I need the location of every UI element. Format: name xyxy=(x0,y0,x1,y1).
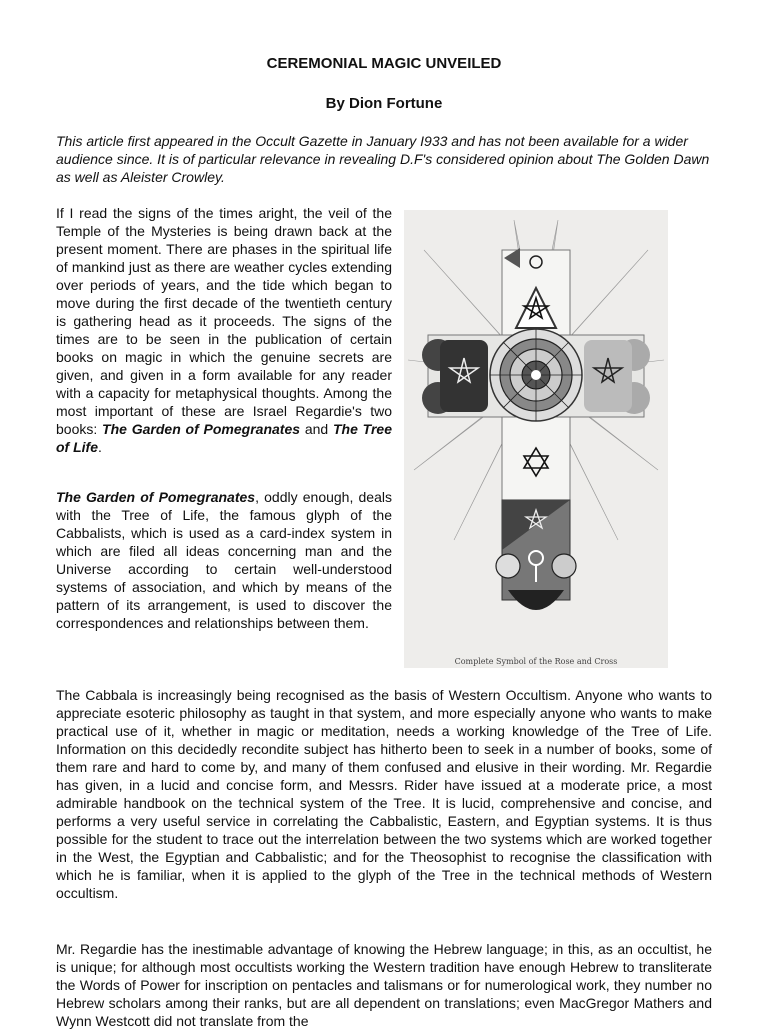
paragraph-1-text: If I read the signs of the times aright, the veil of the Temple of the Mysteries is being drawn back at the present moment. There are phases in the spiritual life of mankind just as there are weather cycles extending over periods of years, and the tide which began to move during the first decade of the twentieth century is gathering head as it proceeds. The signs of the times are to be seen in the publication of certain books on magic in which the genuine secrets are given, and given in a form available for any reader with a capacity for metaphysical thoughts. Among the most important of these are Israel Regardie's two books: xyxy=(56,205,392,437)
book-title-garden: The Garden of Pomegranates xyxy=(102,421,301,437)
paragraph-1 xyxy=(56,204,392,456)
paragraph-2 xyxy=(56,488,392,632)
paragraph-2-text: , oddly enough, deals with the Tree of Life, the famous glyph of the Cabbalists, which is used as a card-index system in which are filed all ideas concerning man and the Universe according to certain well-understood systems of association, and which by means of the pattern of its arrangement, is used to discover the correspondences and relationships between them. xyxy=(56,489,392,631)
book-title-tree: The Tree of Life xyxy=(56,421,392,455)
paragraph-3: The Cabbala is increasingly being recognised as the basis of Western Occultism. Anyone who wants to appreciate esoteric philosophy as taught in that system, and more especially anyone who wants to make practical use of it, whether in magic or meditation, needs a working knowledge of the Tree of Life. Information on this decidedly recondite subject has hitherto been to seek in a number of books, some of them rare and hard to come by, and many of them confused and elusive in their wording. Mr. Regardie has given, in a lucid and concise form, and Messrs. Rider have issued at a moderate price, a most admirable handbook on the technical system of the Tree. It is lucid, comprehensive and concise, and performs a very useful service in correlating the Cabbalistic, Eastern, and Egyptian systems. It is thus possible for the student to trace out the interrelation between the two systems which are worked together in the West, the Egyptian and Cabbalistic; and for the Theosophist to recognise the classification with which he is familiar, when it is applied to the glyph of the Tree in the technical methods of Western occultism. xyxy=(56,687,712,901)
rose-cross-illustration xyxy=(404,210,668,655)
book-title-garden-2: The Garden of Pomegranates xyxy=(56,489,256,505)
intro-note: This article first appeared in the Occult Gazette in January I933 and has not been available for a wider audience since. It is of particular relevance in revealing D.F's considered opinion about The Golden Dawn as well as Aleister Crowley. xyxy=(56,133,710,185)
article-title: CEREMONIAL MAGIC UNVEILED xyxy=(266,55,502,72)
paragraph-4: Mr. Regardie has the inestimable advantage of knowing the Hebrew language; in this, as an occultist, he is unique; for although most occultists working the Western tradition have enough Hebrew to transliterate the Words of Power for inscription on pentacles and talismans or for numerological work, they number no Hebrew scholars among their ranks, but are all dependent on translations; even MacGregor Mathers and Wynn Westcott did not translate from the xyxy=(56,941,712,1029)
figure-caption: Complete Symbol of the Rose and Cross xyxy=(454,657,618,666)
paragraph-1-and: and xyxy=(300,421,333,437)
rose-cross-figure xyxy=(404,210,668,668)
article-author: By Dion Fortune xyxy=(325,95,443,112)
paragraph-1-end: . xyxy=(98,439,102,455)
